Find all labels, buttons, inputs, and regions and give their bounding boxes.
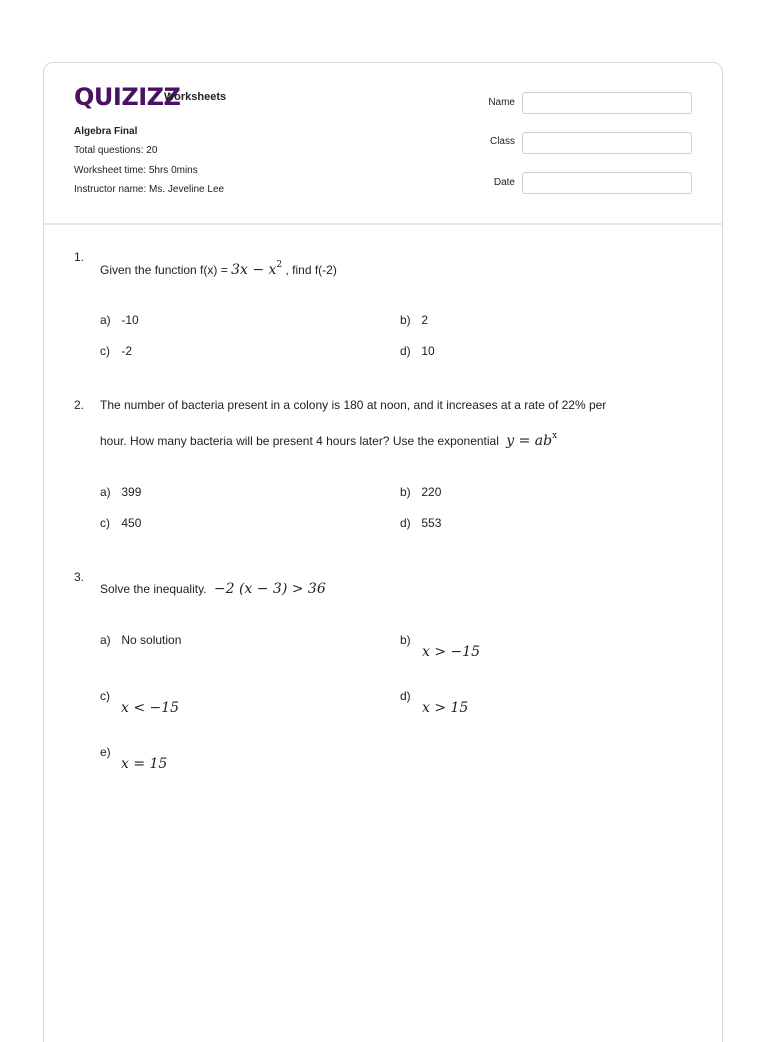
question-1-number: 1. [74,250,85,264]
option-value: 399 [121,485,142,499]
q3-option-c-letter[interactable]: c) [100,689,110,703]
question-2-line-1: The number of bacteria present in a colony is 180 at noon, and it increases at a rate of 22% per [100,398,607,412]
quizizz-logo: QUIZIZZ [74,83,181,111]
question-1-math-exponent: 2 [276,260,283,270]
q1-option-c[interactable] [100,344,132,358]
q3-option-d-letter[interactable]: d) [400,689,411,703]
question-3-text [100,581,326,597]
option-value: -10 [121,313,139,327]
q3-option-e-value[interactable]: x = 15 [121,756,168,772]
q3-option-d-value[interactable]: x > 15 [422,700,469,716]
question-1-math [231,262,282,278]
class-field[interactable] [522,132,692,154]
q2-option-a[interactable] [100,485,141,499]
question-2-math-base: y = ab [506,433,553,449]
question-2-math [506,433,557,449]
q3-option-c-value[interactable]: x < −15 [121,700,180,716]
worksheet-header [44,63,722,225]
q3-option-e-letter[interactable]: e) [100,745,111,759]
option-value: 553 [421,516,442,530]
name-field[interactable] [522,92,692,114]
question-3-number: 3. [74,570,85,584]
option-value: 450 [121,516,142,530]
option-letter: a) [100,313,111,327]
q1-option-a[interactable] [100,313,139,327]
q3-option-b-letter[interactable]: b) [400,633,411,647]
q3-option-b-value[interactable]: x > −15 [422,644,481,660]
worksheet-time: Worksheet time: 5hrs 0mins [74,165,198,176]
question-2-math-exponent: x [552,431,558,441]
question-1-prefix: Given the function f(x) = [100,263,232,277]
q1-option-d[interactable] [400,344,435,358]
option-letter: c) [100,344,110,358]
class-label: Class [489,136,515,147]
question-2-line-2 [100,433,557,449]
option-value: -2 [121,344,133,358]
name-label: Name [488,97,515,108]
option-letter: c) [100,516,110,530]
option-letter: b) [400,313,411,327]
option-value: 220 [421,485,442,499]
question-3-prompt: Solve the inequality. [100,582,207,596]
q3-option-a[interactable] [100,633,181,647]
worksheets-label: Worksheets [164,91,227,103]
date-label: Date [493,177,515,188]
q2-option-c[interactable] [100,516,141,530]
question-2-number: 2. [74,398,85,412]
option-letter: b) [400,485,411,499]
worksheet-title: Algebra Final [74,126,138,137]
option-letter: d) [400,516,411,530]
question-1-suffix: , find f(-2) [282,263,337,277]
total-questions: Total questions: 20 [74,145,158,156]
option-letter: a) [100,633,111,647]
option-letter: a) [100,485,111,499]
option-value: 10 [421,344,435,358]
question-3-math: −2 (x − 3) > 36 [213,581,326,597]
q2-option-d[interactable] [400,516,441,530]
q2-option-b[interactable] [400,485,441,499]
date-field[interactable] [522,172,692,194]
question-1-text [100,262,337,278]
q1-option-b[interactable] [400,313,428,327]
option-letter: d) [400,344,411,358]
question-1-math-base: 3x − x [231,262,277,278]
question-2-line-2-text: hour. How many bacteria will be present 4 hours later? Use the exponential [100,434,499,448]
option-value: 2 [421,313,429,327]
worksheet-page [43,62,723,1042]
instructor-name: Instructor name: Ms. Jeveline Lee [74,184,225,195]
option-value: No solution [121,633,182,647]
